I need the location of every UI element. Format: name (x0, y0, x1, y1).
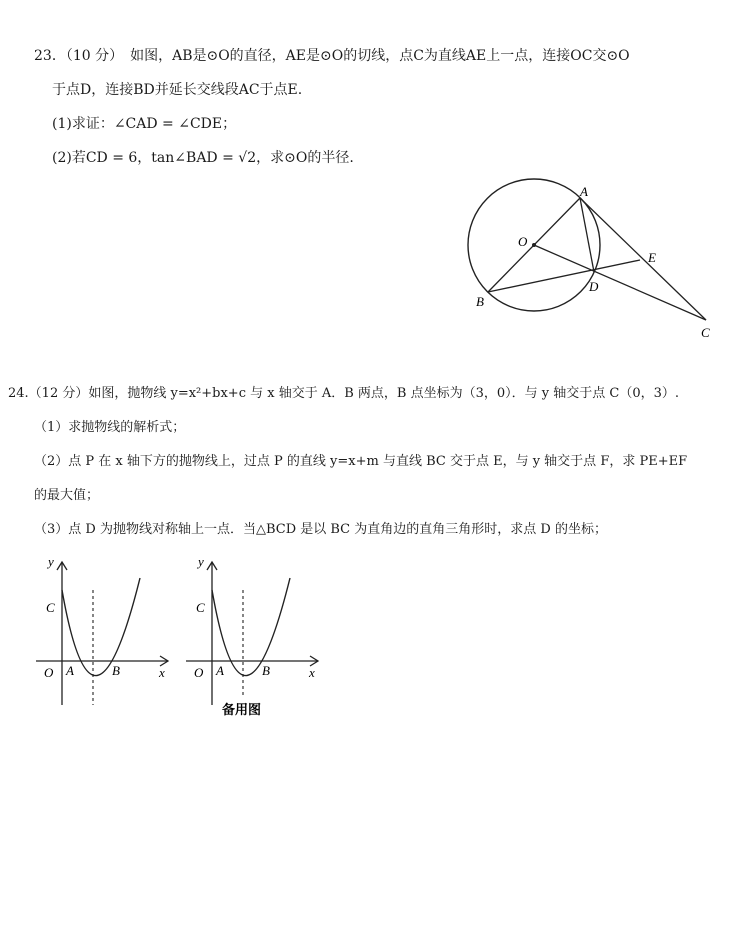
label-o: O (44, 665, 54, 680)
q24-part2b: 的最大值； (34, 488, 100, 503)
label-b: B (112, 663, 120, 678)
label-y: y (198, 554, 204, 569)
label-a: A (66, 663, 74, 678)
label-b: B (262, 663, 270, 678)
label-a: A (216, 663, 224, 678)
label-x: x (159, 665, 165, 680)
label-c: C (46, 600, 55, 615)
spare-figure-caption: 备用图 (222, 702, 262, 717)
label-b: B (476, 294, 484, 309)
q24-part3: （3）点 D 为抛物线对称轴上一点．当△BCD 是以 BC 为直角边的直角三角形时，求点 D 的坐标； (34, 522, 607, 537)
label-o: O (194, 665, 204, 680)
q23-part2: (2)若CD = 6，tan∠BAD = √2，求⊙O的半径. (52, 150, 354, 166)
label-y: y (48, 554, 54, 569)
label-c: C (196, 600, 205, 615)
q24-parabola-figure-2 (180, 550, 330, 720)
segment-oc (534, 245, 706, 320)
segment-be (488, 260, 640, 292)
point-o (532, 243, 536, 247)
q23-part1: (1)求证：∠CAD = ∠CDE； (52, 116, 237, 132)
label-e: E (648, 250, 656, 265)
label-c: C (701, 325, 710, 340)
q23-line2: 于点D，连接BD并延长交线段AC于点E. (52, 82, 303, 98)
label-a: A (580, 184, 588, 199)
q24-parabola-figure-1 (30, 550, 180, 710)
q24-line1: 24.（12 分）如图，抛物线 y=x²+bx+c 与 x 轴交于 A．B 两点，B 点坐标为（3，0）．与 y 轴交于点 C（0，3）. (8, 386, 680, 401)
q24-part2a: （2）点 P 在 x 轴下方的抛物线上，过点 P 的直线 y=x+m 与直线 BC 交于点 E，与 y 轴交于点 F，求 PE+EF (34, 454, 688, 469)
q24-part1: （1）求抛物线的解析式； (34, 420, 186, 435)
label-d: D (589, 279, 599, 294)
label-x: x (309, 665, 315, 680)
q23-circle-figure (455, 175, 725, 345)
q23-line1: 23．（10 分） 如图，AB是⊙O的直径，AE是⊙O的切线，点C为直线AE上一点，连接OC交⊙O (34, 48, 630, 64)
label-o: O (518, 234, 528, 249)
